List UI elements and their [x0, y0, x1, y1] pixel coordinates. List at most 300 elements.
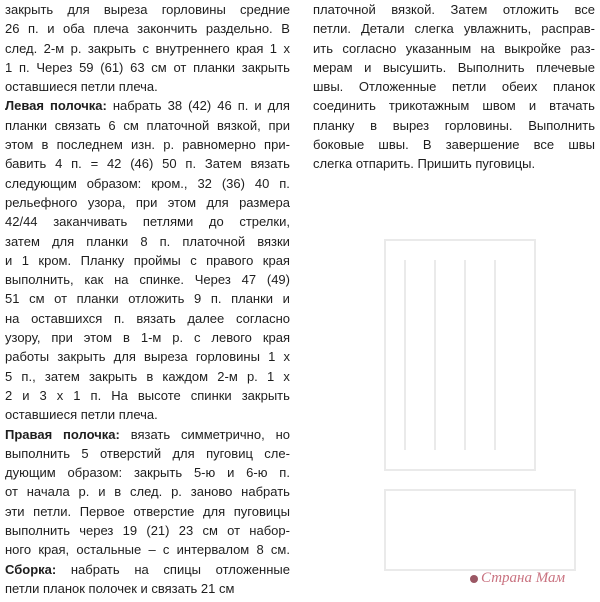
word: (61): [100, 59, 124, 75]
word: Отложенные: [358, 79, 437, 95]
word: пуговиц: [206, 445, 253, 461]
right-text-column: [313, 0, 595, 174]
word: выреза: [144, 349, 188, 365]
word: выполнить,: [5, 272, 74, 288]
text-line: [313, 135, 595, 154]
word: при: [135, 194, 158, 210]
word: пуговицы: [233, 503, 290, 519]
word: но: [275, 426, 290, 442]
text-line: [5, 540, 290, 559]
text-line: [5, 521, 290, 540]
word: симметрично,: [181, 426, 265, 442]
word: и: [282, 291, 290, 307]
word: п.,: [21, 368, 36, 384]
word: при: [51, 330, 73, 346]
text-line: [5, 425, 290, 444]
word: р.: [172, 330, 184, 346]
word: п.: [210, 291, 222, 307]
watermark-dot-icon: [470, 575, 478, 583]
word: с: [194, 330, 201, 346]
word: раздельно.: [205, 21, 273, 37]
text-line: [313, 77, 595, 96]
word: на: [5, 310, 20, 326]
word: этом: [5, 137, 34, 153]
left-text-column: [5, 0, 290, 598]
word: 6-ю: [246, 465, 268, 481]
word: планки: [76, 291, 119, 307]
word: и: [22, 387, 30, 403]
word: 2: [5, 387, 13, 403]
watermark-text: Страна Мам: [481, 570, 566, 586]
word: 51: [5, 291, 20, 307]
word: боковые: [313, 137, 365, 153]
word: заканчивать: [53, 214, 128, 230]
word: изн.: [131, 137, 156, 153]
word: при-: [264, 137, 290, 153]
word: в: [41, 137, 49, 153]
word: этом: [167, 194, 197, 210]
word: затем: [44, 368, 80, 384]
word: закрыть: [241, 387, 290, 403]
text-line: [5, 289, 290, 308]
word: спинки: [190, 387, 232, 403]
word: и: [528, 98, 537, 114]
text-line: [5, 386, 290, 405]
word: Детали: [361, 21, 405, 37]
word: п.: [159, 233, 171, 249]
word: высушить.: [382, 59, 447, 75]
word: равномерно: [182, 137, 256, 153]
word: п.: [114, 310, 125, 326]
word: след.: [130, 484, 163, 500]
word: отверстие: [133, 503, 195, 519]
word: от: [227, 523, 241, 539]
word: след.: [5, 40, 38, 56]
section-heading-word: полочка:: [50, 98, 107, 114]
text-line: [5, 309, 290, 328]
word: см: [29, 291, 45, 307]
section-heading-word: полочка:: [63, 426, 120, 442]
word: закрыть: [5, 2, 54, 17]
word: кром.: [38, 252, 72, 268]
text-line: [5, 560, 290, 579]
word: оба: [63, 21, 85, 37]
word: п.: [279, 175, 290, 191]
word: 8: [256, 542, 264, 558]
word: следующим: [5, 175, 77, 191]
word: п.: [279, 465, 290, 481]
word: Выполнить: [457, 59, 525, 75]
word: на: [114, 272, 129, 288]
word: плеча: [93, 21, 129, 37]
word: (42): [188, 98, 212, 114]
text-line: [5, 19, 290, 38]
word: последнем: [56, 137, 123, 153]
word: 1: [266, 368, 275, 384]
word: втачать: [549, 98, 595, 114]
text-segment: оставшиеся петли плеча.: [5, 79, 158, 95]
word: Через: [194, 272, 231, 288]
word: для: [202, 503, 226, 519]
word: В: [281, 21, 290, 37]
word: п.: [185, 156, 197, 172]
word: до: [208, 214, 224, 230]
word: от: [173, 59, 187, 75]
text-line: [5, 444, 290, 463]
text-line: [5, 367, 290, 386]
word: 32: [197, 175, 212, 191]
word: –: [148, 542, 156, 558]
word: 19: [122, 523, 138, 539]
word: п.: [237, 98, 249, 114]
word: х: [283, 349, 290, 365]
word: и: [98, 484, 106, 500]
word: 5: [81, 445, 89, 461]
word: 1-м: [140, 330, 162, 346]
word: высоте: [137, 387, 181, 403]
word: швом: [482, 98, 516, 114]
word: 5-ю: [193, 465, 216, 481]
word: швы: [568, 137, 595, 153]
word: внутреннего: [155, 40, 230, 56]
word: на: [134, 561, 149, 577]
word: края: [262, 252, 290, 268]
word: горловины.: [444, 117, 513, 133]
word: Выполнить: [528, 117, 595, 133]
word: 9: [193, 291, 202, 307]
text-line: [313, 154, 595, 173]
text-line: [5, 77, 290, 96]
word: 3: [39, 387, 47, 403]
word: указанным: [405, 40, 472, 56]
word: интервалом: [176, 542, 250, 558]
word: левого: [211, 330, 252, 346]
word: обеих: [501, 79, 538, 95]
word: см: [202, 523, 218, 539]
text-line: [5, 482, 290, 501]
word: для: [113, 349, 136, 365]
text-line: [5, 96, 290, 115]
word: рельефного: [5, 194, 78, 210]
word: горловины: [161, 2, 226, 17]
word: мерам: [313, 59, 353, 75]
word: х: [283, 40, 290, 56]
word: трикотажным: [388, 98, 470, 114]
word: Планку: [80, 252, 125, 268]
word: Через: [36, 59, 73, 75]
word: набрать: [112, 98, 162, 114]
text-line: [5, 232, 290, 251]
word: в: [114, 484, 122, 500]
word: В: [422, 137, 432, 153]
word: отложенные: [215, 561, 290, 577]
word: швы.: [378, 137, 409, 153]
word: п.: [28, 21, 39, 37]
word: 8: [140, 233, 148, 249]
text-segment: слегка отпарить. Пришить пуговицы.: [313, 156, 536, 172]
word: платочной: [146, 117, 210, 133]
word: ного: [5, 542, 32, 558]
word: увлажнить,: [463, 21, 532, 37]
text-line: [5, 39, 290, 58]
word: дующим: [5, 465, 56, 481]
word: см: [123, 117, 139, 133]
word: для: [51, 233, 75, 249]
section-heading-word: Левая: [5, 98, 44, 114]
word: закрыть: [241, 59, 290, 75]
word: планки: [193, 59, 236, 75]
text-line: [5, 193, 290, 212]
text-line: [5, 135, 290, 154]
word: х: [56, 387, 64, 403]
word: соединить: [313, 98, 376, 114]
word: 6: [108, 117, 116, 133]
word: 46: [217, 98, 232, 114]
word: закрыть: [57, 349, 106, 365]
word: швы.: [313, 79, 344, 95]
word: и: [47, 21, 55, 37]
word: кром.,: [151, 175, 188, 191]
word: выкройке: [504, 40, 561, 56]
word: стрелки,: [239, 214, 290, 230]
word: плечевые: [536, 59, 595, 75]
word: вырез: [392, 117, 430, 133]
word: вязать: [130, 426, 171, 442]
word: х: [283, 368, 290, 384]
word: выполнить: [5, 523, 70, 539]
word: см.: [270, 542, 290, 558]
word: петли: [451, 79, 487, 95]
word: (36): [221, 175, 245, 191]
word: края: [262, 330, 290, 346]
word: вязки: [257, 233, 290, 249]
word: и: [364, 59, 372, 75]
word: п.: [18, 59, 30, 75]
word: отложить: [128, 291, 185, 307]
word: 50: [162, 156, 177, 172]
word: в: [370, 117, 377, 133]
word: раз-: [570, 40, 595, 56]
word: 26: [5, 21, 20, 37]
word: работы: [5, 349, 50, 365]
word: см: [151, 59, 167, 75]
text-line: [313, 39, 595, 58]
word: р.: [70, 40, 82, 56]
word: правого: [206, 252, 254, 268]
word: 2-м: [217, 368, 238, 384]
word: платочной: [313, 2, 376, 17]
word: 59: [79, 59, 94, 75]
word: узору,: [5, 330, 41, 346]
word: отложить: [502, 2, 559, 17]
text-line: [5, 116, 290, 135]
word: с: [142, 40, 150, 56]
word: выполнить: [5, 445, 70, 461]
word: 2-м: [43, 40, 65, 56]
word: р.: [78, 484, 90, 500]
word: 1: [268, 349, 276, 365]
word: этом: [83, 330, 113, 346]
word: ить: [313, 40, 333, 56]
word: и: [227, 465, 235, 481]
word: 42: [106, 156, 122, 172]
word: бавить: [5, 156, 47, 172]
word: согласно: [235, 310, 290, 326]
text-line: [5, 405, 290, 424]
word: 38: [167, 98, 183, 114]
word: средние: [240, 2, 290, 17]
word: края: [236, 40, 264, 56]
word: в: [123, 330, 130, 346]
word: согласно: [342, 40, 397, 56]
word: для: [206, 194, 229, 210]
word: планку: [313, 117, 355, 133]
word: петлями: [142, 214, 194, 230]
word: остальные: [76, 542, 142, 558]
word: набрать: [241, 484, 290, 500]
word: все: [533, 137, 555, 153]
word: размера: [239, 194, 290, 210]
word: начала: [26, 484, 70, 500]
word: 1: [269, 40, 278, 56]
word: далее: [187, 310, 225, 326]
word: закончить: [137, 21, 198, 37]
word: затем: [5, 233, 40, 249]
word: =: [90, 156, 99, 172]
word: 47: [241, 272, 257, 288]
word: горловины: [195, 349, 260, 365]
word: закрыть: [87, 40, 137, 56]
word: закрыть: [88, 368, 138, 384]
word: для: [267, 98, 290, 114]
section-heading-word: Правая: [5, 426, 53, 442]
word: как: [84, 272, 104, 288]
word: расправ-: [541, 21, 595, 37]
word: 1: [73, 387, 81, 403]
word: п.: [71, 156, 82, 172]
word: при: [268, 117, 290, 133]
word: планки: [231, 291, 274, 307]
word: на: [480, 40, 495, 56]
text-line: [5, 0, 290, 19]
word: закрыть: [133, 465, 183, 481]
word: для: [67, 2, 90, 17]
word: завершение: [445, 137, 520, 153]
word: образом:: [86, 175, 142, 191]
word: вязкой,: [217, 117, 261, 133]
word: для: [172, 445, 195, 461]
text-line: [313, 19, 595, 38]
watermark-logo: [470, 570, 565, 587]
faded-pattern-diagram: [315, 200, 595, 590]
word: оставшихся: [31, 310, 103, 326]
word: На: [111, 387, 128, 403]
word: эти: [5, 503, 25, 519]
word: 63: [130, 59, 145, 75]
word: планки: [5, 117, 47, 133]
word: планок: [553, 79, 595, 95]
word: Затем: [450, 2, 488, 17]
word: выреза: [103, 2, 148, 17]
text-line: [5, 502, 290, 521]
word: с: [162, 542, 170, 558]
word: сле-: [264, 445, 290, 461]
word: набрать: [70, 561, 120, 577]
word: (49): [266, 272, 290, 288]
word: р.: [163, 137, 175, 153]
text-line: [5, 174, 290, 193]
text-line: [5, 251, 290, 270]
word: вязать: [136, 310, 176, 326]
word: отверстий: [99, 445, 162, 461]
word: 23: [178, 523, 194, 539]
word: в: [146, 368, 154, 384]
word: вязкой.: [391, 2, 435, 17]
text-segment: оставшиеся петли плеча.: [5, 407, 158, 423]
word: 40: [254, 175, 270, 191]
word: края,: [38, 542, 70, 558]
text-line: [5, 270, 290, 289]
text-line: [313, 58, 595, 77]
section-heading-word: Сборка:: [5, 561, 57, 577]
word: каждом: [162, 368, 209, 384]
word: р.: [171, 484, 182, 500]
word: спинке.: [139, 272, 184, 288]
word: проймы: [133, 252, 181, 268]
text-line: [5, 328, 290, 347]
text-line: [5, 212, 290, 231]
word: 1: [21, 252, 29, 268]
text-line: [5, 463, 290, 482]
word: связать: [54, 117, 101, 133]
word: Затем: [204, 156, 242, 172]
word: все: [574, 2, 595, 17]
word: от: [5, 484, 18, 500]
text-line: [5, 347, 290, 366]
word: с: [190, 252, 197, 268]
word: 5: [5, 368, 13, 384]
word: от: [54, 291, 68, 307]
word: Первое: [79, 503, 125, 519]
word: набор-: [249, 523, 290, 539]
word: п.: [90, 387, 102, 403]
word: (46): [130, 156, 154, 172]
word: и: [254, 98, 262, 114]
text-line: [5, 58, 290, 77]
word: 1: [5, 59, 13, 75]
word: образом:: [67, 465, 123, 481]
word: (21): [146, 523, 170, 539]
word: 4: [55, 156, 63, 172]
text-line: [313, 116, 595, 135]
text-line: [313, 0, 595, 19]
word: платочной: [182, 233, 246, 249]
word: спицы: [163, 561, 201, 577]
text-line: [5, 154, 290, 173]
word: планки: [86, 233, 129, 249]
word: слегка: [414, 21, 454, 37]
word: заново: [190, 484, 233, 500]
word: узора,: [87, 194, 126, 210]
text-line: [5, 579, 290, 598]
word: р.: [246, 368, 258, 384]
word: вязать: [250, 156, 290, 172]
text-line: [313, 96, 595, 115]
word: и: [5, 252, 13, 268]
word: через: [79, 523, 114, 539]
text-segment: петли планок полочек и связать 21 см: [5, 580, 235, 596]
word: 42/44: [5, 214, 38, 230]
